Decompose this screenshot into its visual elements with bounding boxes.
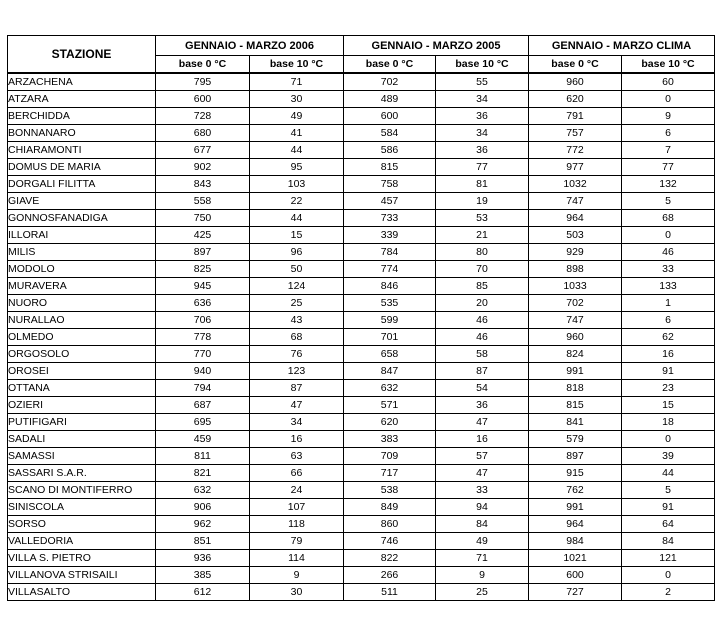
base-10-2005-cell: 46 [436,329,529,346]
station-name-cell: ATZARA [8,91,156,108]
base-10-clima-cell: 15 [622,397,715,414]
base-0-2005-cell: 784 [344,244,436,261]
station-name-cell: SORSO [8,516,156,533]
base-0-2006-cell: 811 [156,448,250,465]
table-row [8,431,715,448]
base-10-clima-cell: 68 [622,210,715,227]
base-10-2005-cell: 71 [436,550,529,567]
base-10-2005-cell: 94 [436,499,529,516]
station-name-cell: BERCHIDDA [8,108,156,125]
base-0-2005-cell: 758 [344,176,436,193]
base-10-2005-cell: 49 [436,533,529,550]
base-10-clima-cell: 33 [622,261,715,278]
base-0-2005-cell: 339 [344,227,436,244]
base-10-2005-cell: 16 [436,431,529,448]
base-0-2006-cell: 902 [156,159,250,176]
base-10-clima-cell: 46 [622,244,715,261]
base-0-2006-cell: 770 [156,346,250,363]
base-10-clima-cell: 2 [622,584,715,601]
station-name-cell: MODOLO [8,261,156,278]
base-0-2005-cell: 632 [344,380,436,397]
base-0-2006-cell: 750 [156,210,250,227]
base-10-clima-cell: 6 [622,125,715,142]
base-10-2006-cell: 96 [250,244,344,261]
station-name-cell: SINISCOLA [8,499,156,516]
base-10-2005-cell: 84 [436,516,529,533]
table-row [8,227,715,244]
base-0-clima-cell: 897 [529,448,622,465]
base-0-2005-cell: 599 [344,312,436,329]
base-0-2006-cell: 706 [156,312,250,329]
table-row [8,550,715,567]
base-10-2005-cell: 20 [436,295,529,312]
base-10-2005-cell: 25 [436,584,529,601]
base-10-2006-cell: 34 [250,414,344,431]
base-0-2005-cell: 658 [344,346,436,363]
base-0-clima-cell: 929 [529,244,622,261]
base-0-2006-cell: 425 [156,227,250,244]
base-0-2005-cell: 847 [344,363,436,380]
base-10-2006-cell: 63 [250,448,344,465]
base-0-2006-cell: 600 [156,91,250,108]
base-0-2005-cell: 266 [344,567,436,584]
base-0-2006-cell: 795 [156,73,250,91]
station-name-cell: OROSEI [8,363,156,380]
base-0-clima-cell: 991 [529,363,622,380]
base-10-2006-cell: 118 [250,516,344,533]
table-row [8,414,715,431]
base-0-2006-cell: 962 [156,516,250,533]
base-0-2006-cell: 612 [156,584,250,601]
base-0-clima-cell: 757 [529,125,622,142]
station-name-cell: GONNOSFANADIGA [8,210,156,227]
base-10-2006-cell: 43 [250,312,344,329]
station-name-cell: SASSARI S.A.R. [8,465,156,482]
base-10-2006-cell: 95 [250,159,344,176]
base-10-clima-cell: 84 [622,533,715,550]
base-0-clima-cell: 841 [529,414,622,431]
base-0-2006-cell: 851 [156,533,250,550]
base-10-2006-cell: 22 [250,193,344,210]
degree-days-table [7,35,715,601]
station-name-cell: VILLASALTO [8,584,156,601]
base-10-clima-cell: 44 [622,465,715,482]
station-name-cell: VILLA S. PIETRO [8,550,156,567]
base-10-2006-cell: 15 [250,227,344,244]
base-0-2006-cell: 677 [156,142,250,159]
base-0-clima-cell: 727 [529,584,622,601]
base-10-2006-cell: 24 [250,482,344,499]
base-0-2005-cell: 717 [344,465,436,482]
base-0-2005-cell: 701 [344,329,436,346]
table-row [8,91,715,108]
base-10-2006-cell: 47 [250,397,344,414]
base-0-clima-cell: 503 [529,227,622,244]
base-10-clima-cell: 91 [622,499,715,516]
base-10-2005-cell: 47 [436,414,529,431]
base-10-clima-cell: 1 [622,295,715,312]
station-name-cell: VALLEDORIA [8,533,156,550]
table-row [8,142,715,159]
base-10-2005-cell: 81 [436,176,529,193]
base-10-2006-cell: 76 [250,346,344,363]
base-0-2006-cell: 821 [156,465,250,482]
base-10-clima-cell: 0 [622,431,715,448]
base-10-2005-cell: 9 [436,567,529,584]
base-10-clima-cell: 18 [622,414,715,431]
base-10-2006-cell: 107 [250,499,344,516]
table-row [8,516,715,533]
base-10-2006-cell: 79 [250,533,344,550]
table-row [8,448,715,465]
base-0-2006-cell: 558 [156,193,250,210]
station-name-cell: NUORO [8,295,156,312]
base-10-clima-cell: 0 [622,91,715,108]
base-0-clima-cell: 984 [529,533,622,550]
base-10-2006-cell: 114 [250,550,344,567]
base-10-2006-cell: 50 [250,261,344,278]
base-0-2005-cell: 571 [344,397,436,414]
table-row [8,533,715,550]
base-10-2005-cell: 55 [436,73,529,91]
station-column-header: STAZIONE [8,36,156,74]
base-0-clima-cell: 915 [529,465,622,482]
base-10-clima-cell: 0 [622,227,715,244]
base-10-2005-cell: 85 [436,278,529,295]
table-row [8,482,715,499]
station-name-cell: CHIARAMONTI [8,142,156,159]
station-name-cell: ORGOSOLO [8,346,156,363]
station-name-cell: BONNANARO [8,125,156,142]
base-10-2005-cell: 80 [436,244,529,261]
base-0-2006-cell: 778 [156,329,250,346]
base-0-2006-cell: 897 [156,244,250,261]
base-10-header-2006: base 10 °C [250,56,344,74]
table-row [8,363,715,380]
base-0-clima-cell: 964 [529,516,622,533]
table-row [8,295,715,312]
base-10-2006-cell: 41 [250,125,344,142]
base-10-2006-cell: 49 [250,108,344,125]
base-0-clima-cell: 824 [529,346,622,363]
base-0-header-2005: base 0 °C [344,56,436,74]
base-0-clima-cell: 747 [529,312,622,329]
base-0-clima-cell: 960 [529,329,622,346]
base-10-2005-cell: 36 [436,108,529,125]
base-10-2006-cell: 68 [250,329,344,346]
station-name-cell: SCANO DI MONTIFERRO [8,482,156,499]
base-10-clima-cell: 16 [622,346,715,363]
period-2006-header: GENNAIO - MARZO 2006 [156,36,344,56]
table-row [8,465,715,482]
base-10-2006-cell: 16 [250,431,344,448]
base-10-2006-cell: 44 [250,142,344,159]
base-0-2006-cell: 459 [156,431,250,448]
base-0-clima-cell: 964 [529,210,622,227]
base-10-2005-cell: 58 [436,346,529,363]
base-10-clima-cell: 62 [622,329,715,346]
base-10-2005-cell: 36 [436,397,529,414]
base-0-clima-cell: 1033 [529,278,622,295]
base-0-2006-cell: 843 [156,176,250,193]
base-10-clima-cell: 133 [622,278,715,295]
base-10-2005-cell: 87 [436,363,529,380]
base-10-2005-cell: 57 [436,448,529,465]
base-0-header-clima: base 0 °C [529,56,622,74]
base-0-2005-cell: 586 [344,142,436,159]
station-name-cell: SAMASSI [8,448,156,465]
base-0-2005-cell: 457 [344,193,436,210]
base-10-clima-cell: 7 [622,142,715,159]
station-name-cell: NURALLAO [8,312,156,329]
table-row [8,499,715,516]
table-row [8,244,715,261]
base-10-clima-cell: 5 [622,193,715,210]
base-0-clima-cell: 579 [529,431,622,448]
base-0-2005-cell: 846 [344,278,436,295]
table-row [8,125,715,142]
station-name-cell: DOMUS DE MARIA [8,159,156,176]
base-0-clima-cell: 977 [529,159,622,176]
base-10-2005-cell: 34 [436,91,529,108]
station-name-cell: ILLORAI [8,227,156,244]
table-row [8,346,715,363]
base-0-2005-cell: 511 [344,584,436,601]
table-row [8,329,715,346]
base-10-2005-cell: 47 [436,465,529,482]
base-0-2005-cell: 746 [344,533,436,550]
base-0-2006-cell: 945 [156,278,250,295]
base-10-2006-cell: 124 [250,278,344,295]
base-10-clima-cell: 121 [622,550,715,567]
base-10-clima-cell: 9 [622,108,715,125]
base-10-2006-cell: 103 [250,176,344,193]
table-body [8,73,715,601]
base-0-2006-cell: 936 [156,550,250,567]
base-0-2005-cell: 584 [344,125,436,142]
station-name-cell: OTTANA [8,380,156,397]
base-0-2005-cell: 702 [344,73,436,91]
table-row [8,278,715,295]
base-10-2006-cell: 87 [250,380,344,397]
table-row [8,261,715,278]
base-0-2005-cell: 774 [344,261,436,278]
table-row [8,210,715,227]
base-0-clima-cell: 1032 [529,176,622,193]
base-0-clima-cell: 702 [529,295,622,312]
base-0-clima-cell: 620 [529,91,622,108]
base-10-2006-cell: 66 [250,465,344,482]
table-row [8,397,715,414]
base-0-clima-cell: 747 [529,193,622,210]
base-0-2005-cell: 600 [344,108,436,125]
station-name-cell: MILIS [8,244,156,261]
base-10-2005-cell: 53 [436,210,529,227]
base-0-2006-cell: 695 [156,414,250,431]
base-0-clima-cell: 600 [529,567,622,584]
base-0-2005-cell: 815 [344,159,436,176]
table-row [8,567,715,584]
station-name-cell: MURAVERA [8,278,156,295]
base-10-clima-cell: 132 [622,176,715,193]
station-name-cell: OLMEDO [8,329,156,346]
base-10-2005-cell: 77 [436,159,529,176]
base-0-2005-cell: 849 [344,499,436,516]
base-10-header-2005: base 10 °C [436,56,529,74]
base-0-2006-cell: 385 [156,567,250,584]
base-0-2005-cell: 733 [344,210,436,227]
base-0-2005-cell: 822 [344,550,436,567]
base-0-2005-cell: 709 [344,448,436,465]
table-row [8,108,715,125]
base-10-2006-cell: 71 [250,73,344,91]
station-name-cell: SADALI [8,431,156,448]
base-10-2006-cell: 44 [250,210,344,227]
table-row [8,159,715,176]
base-10-2005-cell: 36 [436,142,529,159]
station-name-cell: GIAVE [8,193,156,210]
base-0-2005-cell: 489 [344,91,436,108]
base-10-2005-cell: 19 [436,193,529,210]
base-10-clima-cell: 77 [622,159,715,176]
base-10-clima-cell: 64 [622,516,715,533]
base-10-clima-cell: 91 [622,363,715,380]
period-2005-header: GENNAIO - MARZO 2005 [344,36,529,56]
base-0-2006-cell: 794 [156,380,250,397]
base-10-2006-cell: 30 [250,584,344,601]
station-name-cell: VILLANOVA STRISAILI [8,567,156,584]
base-10-clima-cell: 6 [622,312,715,329]
base-0-2005-cell: 860 [344,516,436,533]
base-0-clima-cell: 762 [529,482,622,499]
table-row [8,73,715,91]
base-0-clima-cell: 815 [529,397,622,414]
base-10-2005-cell: 46 [436,312,529,329]
base-0-2005-cell: 383 [344,431,436,448]
base-10-clima-cell: 23 [622,380,715,397]
base-0-clima-cell: 991 [529,499,622,516]
base-0-header-2006: base 0 °C [156,56,250,74]
station-name-cell: PUTIFIGARI [8,414,156,431]
base-10-2006-cell: 25 [250,295,344,312]
base-10-2005-cell: 70 [436,261,529,278]
base-10-2005-cell: 34 [436,125,529,142]
base-10-2005-cell: 54 [436,380,529,397]
table-row [8,176,715,193]
station-name-cell: ARZACHENA [8,73,156,91]
base-0-2006-cell: 940 [156,363,250,380]
base-0-clima-cell: 1021 [529,550,622,567]
base-0-clima-cell: 960 [529,73,622,91]
base-0-2006-cell: 906 [156,499,250,516]
base-0-2006-cell: 687 [156,397,250,414]
base-0-clima-cell: 791 [529,108,622,125]
base-10-clima-cell: 5 [622,482,715,499]
base-0-2006-cell: 636 [156,295,250,312]
base-0-2005-cell: 535 [344,295,436,312]
period-clima-header: GENNAIO - MARZO CLIMA [529,36,715,56]
base-0-2006-cell: 680 [156,125,250,142]
base-0-clima-cell: 898 [529,261,622,278]
base-0-2006-cell: 632 [156,482,250,499]
base-10-2006-cell: 123 [250,363,344,380]
table-row [8,193,715,210]
base-10-2005-cell: 33 [436,482,529,499]
base-10-2006-cell: 30 [250,91,344,108]
table-row [8,584,715,601]
station-name-cell: OZIERI [8,397,156,414]
station-name-cell: DORGALI FILITTA [8,176,156,193]
base-0-2005-cell: 620 [344,414,436,431]
base-0-2006-cell: 825 [156,261,250,278]
base-10-clima-cell: 0 [622,567,715,584]
base-10-2005-cell: 21 [436,227,529,244]
table-row [8,380,715,397]
base-0-clima-cell: 772 [529,142,622,159]
table-row [8,312,715,329]
base-10-header-clima: base 10 °C [622,56,715,74]
base-10-2006-cell: 9 [250,567,344,584]
base-0-2006-cell: 728 [156,108,250,125]
base-10-clima-cell: 60 [622,73,715,91]
base-0-clima-cell: 818 [529,380,622,397]
base-0-2005-cell: 538 [344,482,436,499]
base-10-clima-cell: 39 [622,448,715,465]
